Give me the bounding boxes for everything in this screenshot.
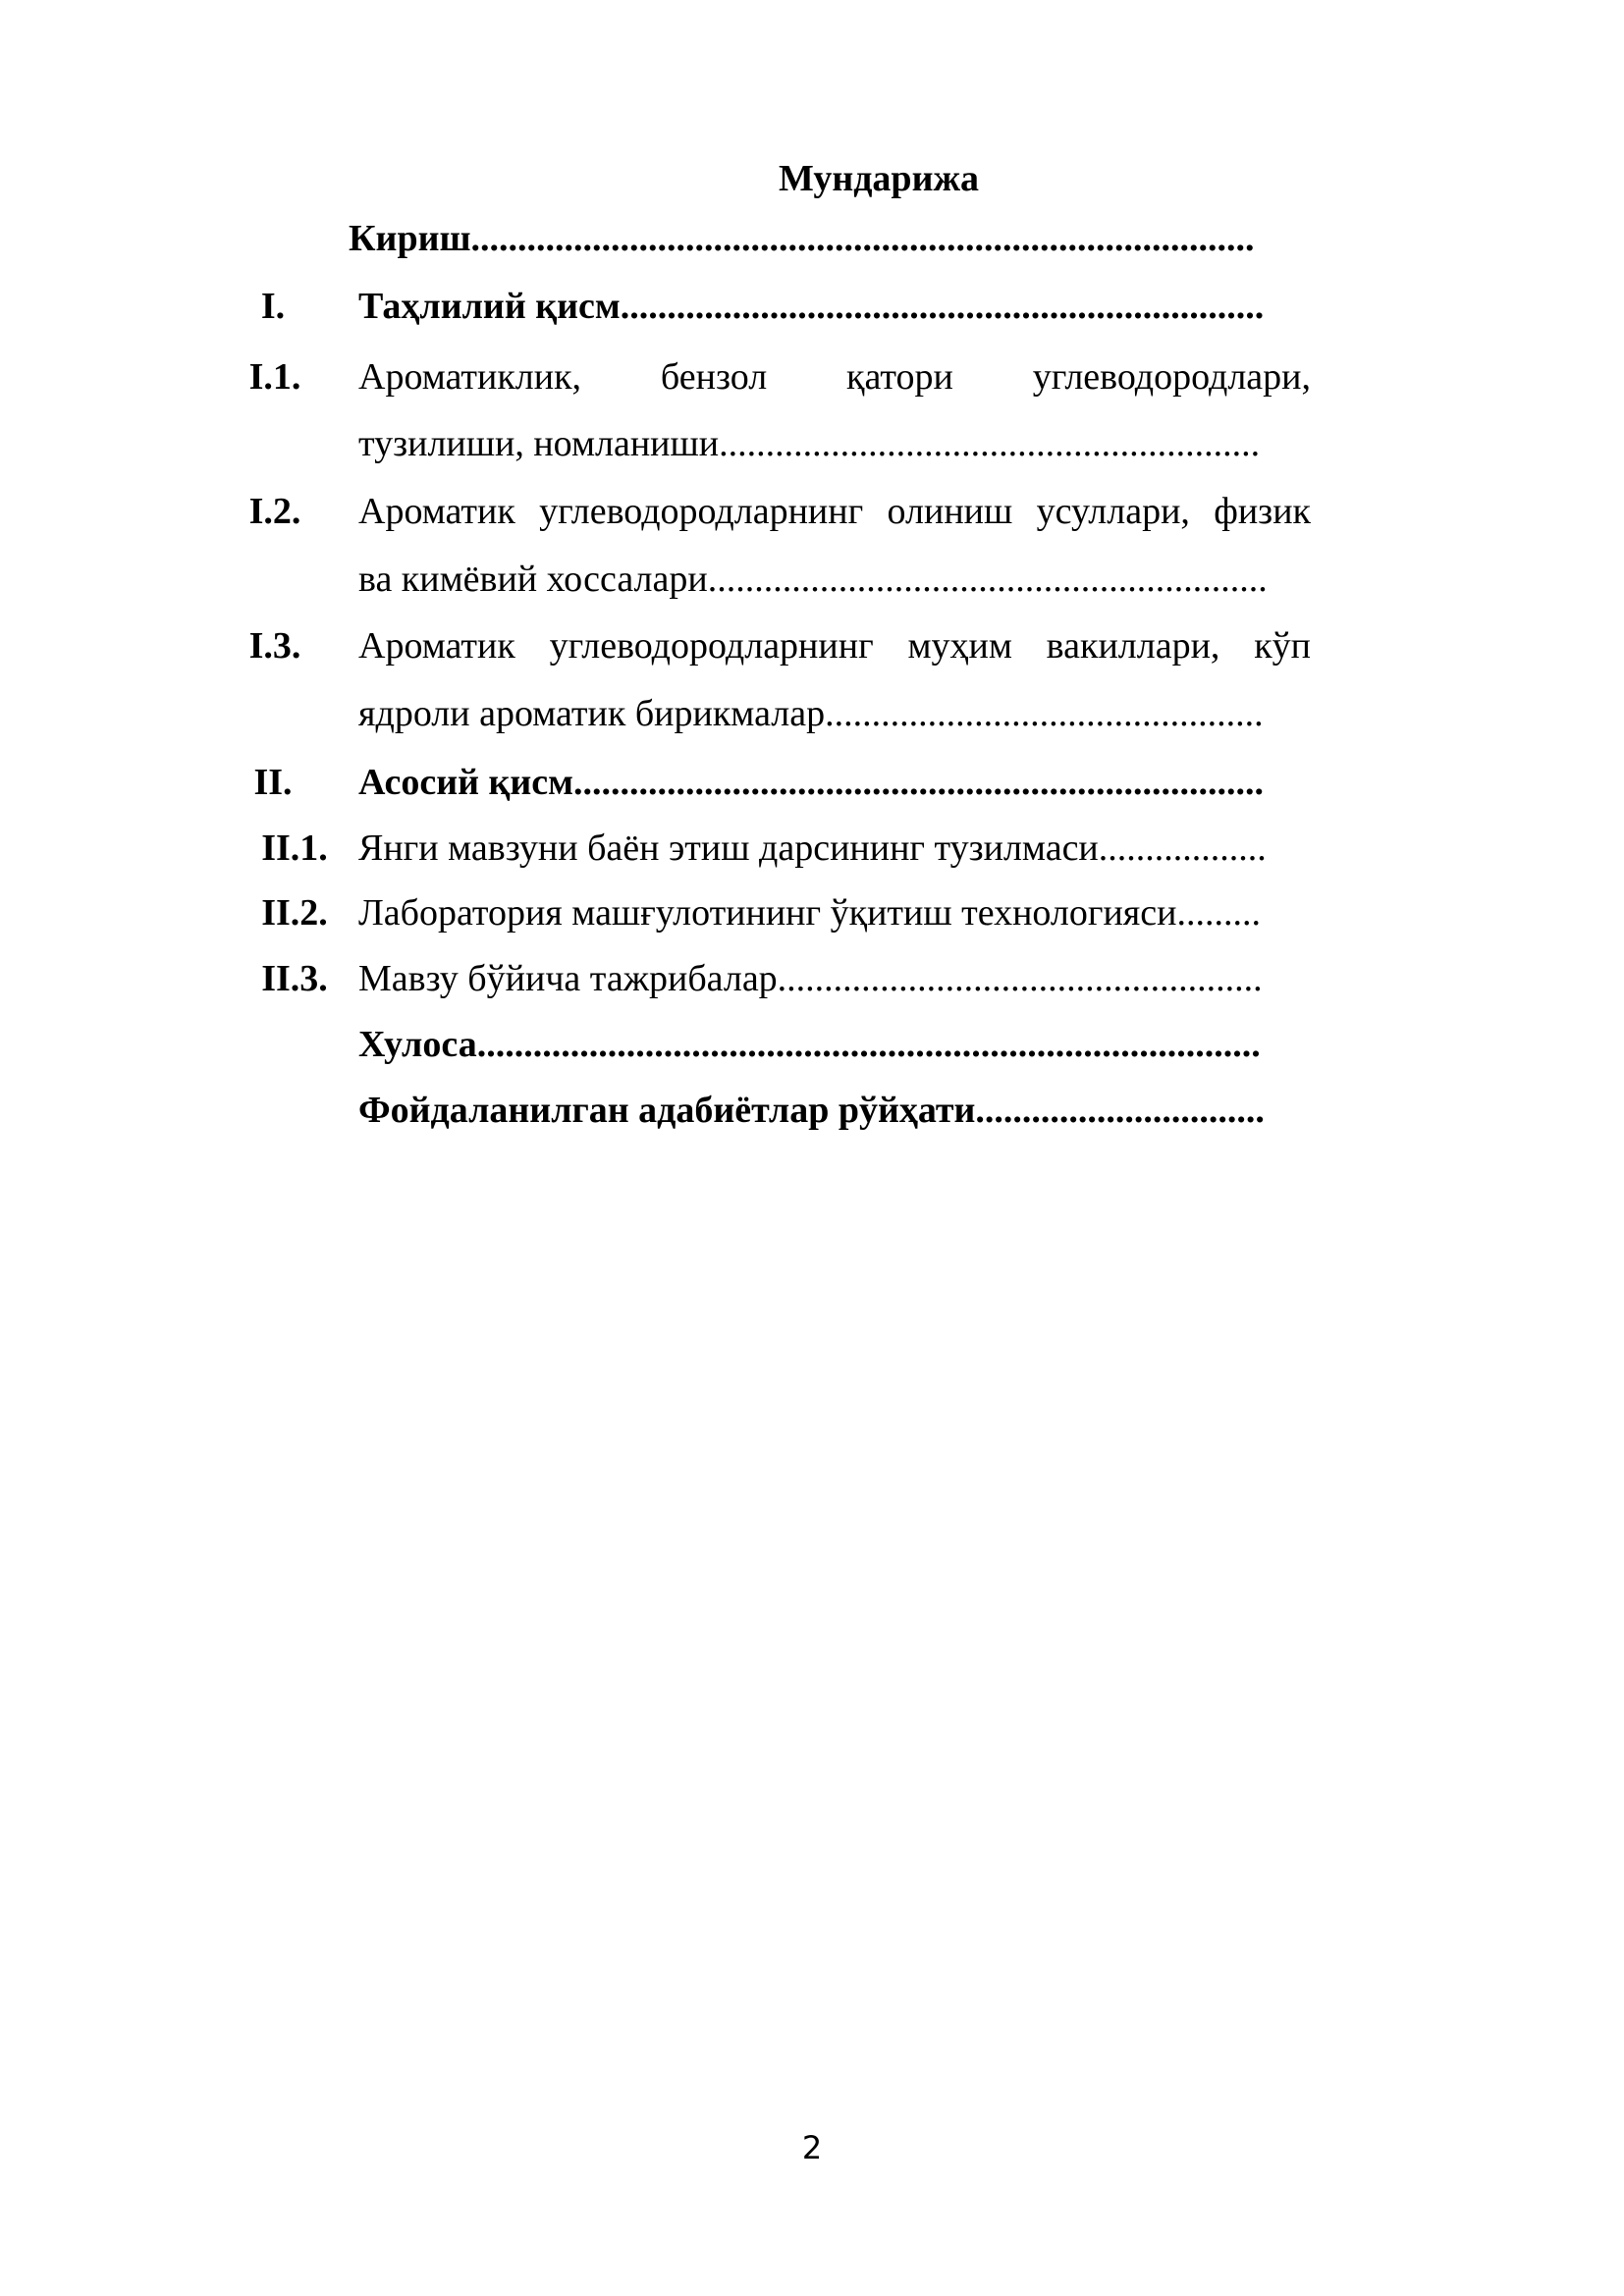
- toc-entry-text: Ароматик углеводородларнинг олиниш усуллари, физик: [358, 491, 1311, 532]
- toc-entry: [0, 209, 1624, 268]
- toc-entry-number: I.1.: [248, 356, 301, 398]
- toc-entry-text: Янги мавзуни баён этиш дарсининг тузилмаси..................: [358, 828, 1267, 869]
- toc-entry-text: Ароматик углеводородларнинг муҳим вакиллари, кўп: [358, 625, 1311, 667]
- toc-entry: [0, 482, 1624, 541]
- toc-entry-number: II.2.: [261, 892, 328, 934]
- toc-entry-text: Кириш....................................................................................: [349, 218, 1255, 259]
- toc-entry-text: Ароматиклик, бензол қатори углеводородлари,: [358, 356, 1311, 398]
- page-title: Мундарижа: [778, 158, 980, 199]
- toc-entry: [0, 819, 1624, 878]
- toc-entry: [0, 949, 1624, 1008]
- toc-entry-text: тузилиши, номланиши..........................................................: [358, 423, 1261, 464]
- toc-entry-text: ва кимёвий хоссалари............................................................: [358, 559, 1268, 600]
- toc-entry: [0, 684, 1624, 743]
- toc-entry-text: Лаборатория машғулотининг ўқитиш технологияси.........: [358, 892, 1261, 934]
- toc-entry-number: I.3.: [248, 625, 301, 667]
- toc-entry-number: II.: [253, 762, 293, 803]
- toc-entry: [0, 1081, 1624, 1140]
- toc-entry-number: I.2.: [248, 491, 301, 532]
- toc-entry: [0, 277, 1624, 336]
- toc-entry: [0, 616, 1624, 675]
- toc-entry-text: ядроли ароматик бирикмалар...............................................: [358, 693, 1264, 734]
- toc-entry-number: II.3.: [261, 958, 328, 999]
- toc-entry: [0, 883, 1624, 942]
- page-number: 2: [801, 2129, 823, 2166]
- toc-entry-number: I.: [260, 286, 286, 327]
- toc-entry: [0, 753, 1624, 812]
- toc-entry-text: Мавзу бўйича тажрибалар....................................................: [358, 958, 1263, 999]
- toc-entry: [0, 414, 1624, 473]
- toc-entry-text: Таҳлилий қисм.....................................................................: [358, 286, 1265, 327]
- toc-entry: [0, 1015, 1624, 1074]
- toc-entry-text: Асосий қисм..........................................................................: [358, 762, 1265, 803]
- toc-entry-text: Фойдаланилган адабиётлар рўйҳати...............................: [358, 1090, 1265, 1131]
- toc-entry: [0, 347, 1624, 406]
- toc-entry: [0, 550, 1624, 609]
- toc-entry-text: Хулоса....................................................................................: [358, 1024, 1261, 1065]
- toc-entry-number: II.1.: [261, 828, 328, 869]
